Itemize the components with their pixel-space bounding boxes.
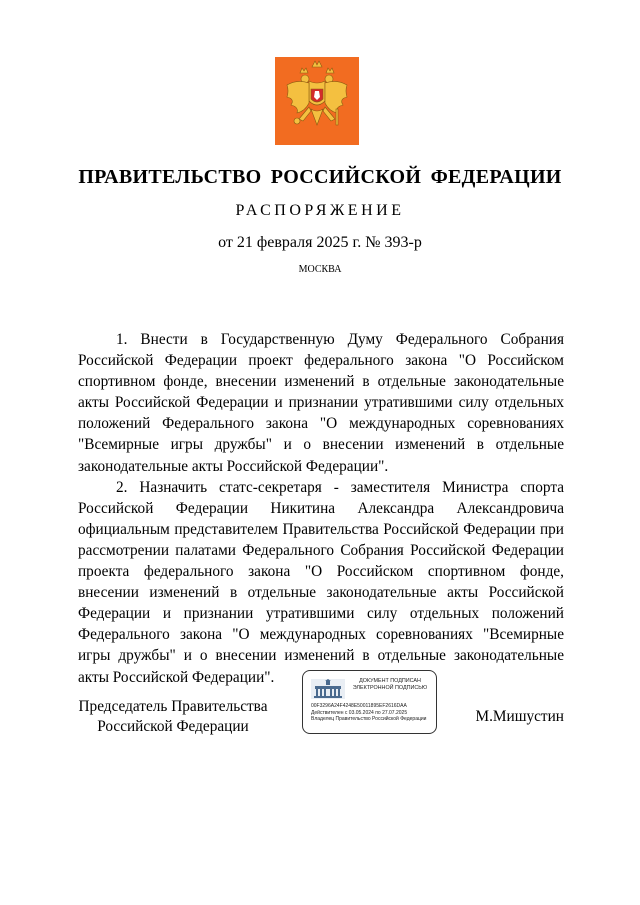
signatory-position [78,697,268,737]
electronic-signature-stamp [302,670,437,734]
government-title: ПРАВИТЕЛЬСТВО РОССИЙСКОЙ ФЕДЕРАЦИИ [78,166,562,188]
signatory-name: М.Мишустин [475,708,564,725]
stamp-heading [347,678,433,692]
paragraph-2: 2. Назначить статс-секретаря - заместителя Министра спорта Российской Федерации Никитина Александра Александровича официальным представителем Правительства Российской Федерации при рассмотрении палатами Федерального Собрания Российской Федерации проекта федерального закона "О Российском спортивном фонде, внесении изменений в отдельные законодательные акты Российской Федерации и признании утратившими силу отдельных положений Федерального закона "О международных соревнованиях "Всемирные игры дружбы" и о внесении изменений в отдельные законодательные акты Российской Федерации". [78,478,564,686]
stamp-owner: Владелец Правительство Российской Федерации [311,716,427,722]
signatory-position-line1: Председатель Правительства [78,698,268,715]
coat-of-arms-icon [275,57,359,145]
stamp-heading-line2: ЭЛЕКТРОННОЙ ПОДПИСЬЮ [352,685,428,691]
document-city: МОСКВА [298,264,342,275]
document-date-number: от 21 февраля 2025 г. № 393-р [218,234,422,251]
stamp-certificate: 00F3296A24F4248E50011895EF2616DAA [311,703,407,709]
signatory-position-line2: Российской Федерации [97,718,249,735]
paragraph-1: 1. Внести в Государственную Думу Федерального Собрания Российской Федерации проект федерального закона "О Российском спортивном фонде, внесении изменений в отдельные законодательные акты Российской Федерации и признании утратившими силу отдельных положений Федерального закона "О международных соревнованиях "Всемирные игры дружбы" и о внесении изменений в отдельные законодательные акты Российской Федерации". [78,331,564,475]
document-type: РАСПОРЯЖЕНИЕ [235,202,405,219]
stamp-heading-line1: ДОКУМЕНТ ПОДПИСАН [359,678,421,684]
stamp-validity: Действителен с 03.05.2024 по 27.07.2025 [311,710,408,716]
government-building-icon [311,679,345,699]
document-body [78,329,564,688]
